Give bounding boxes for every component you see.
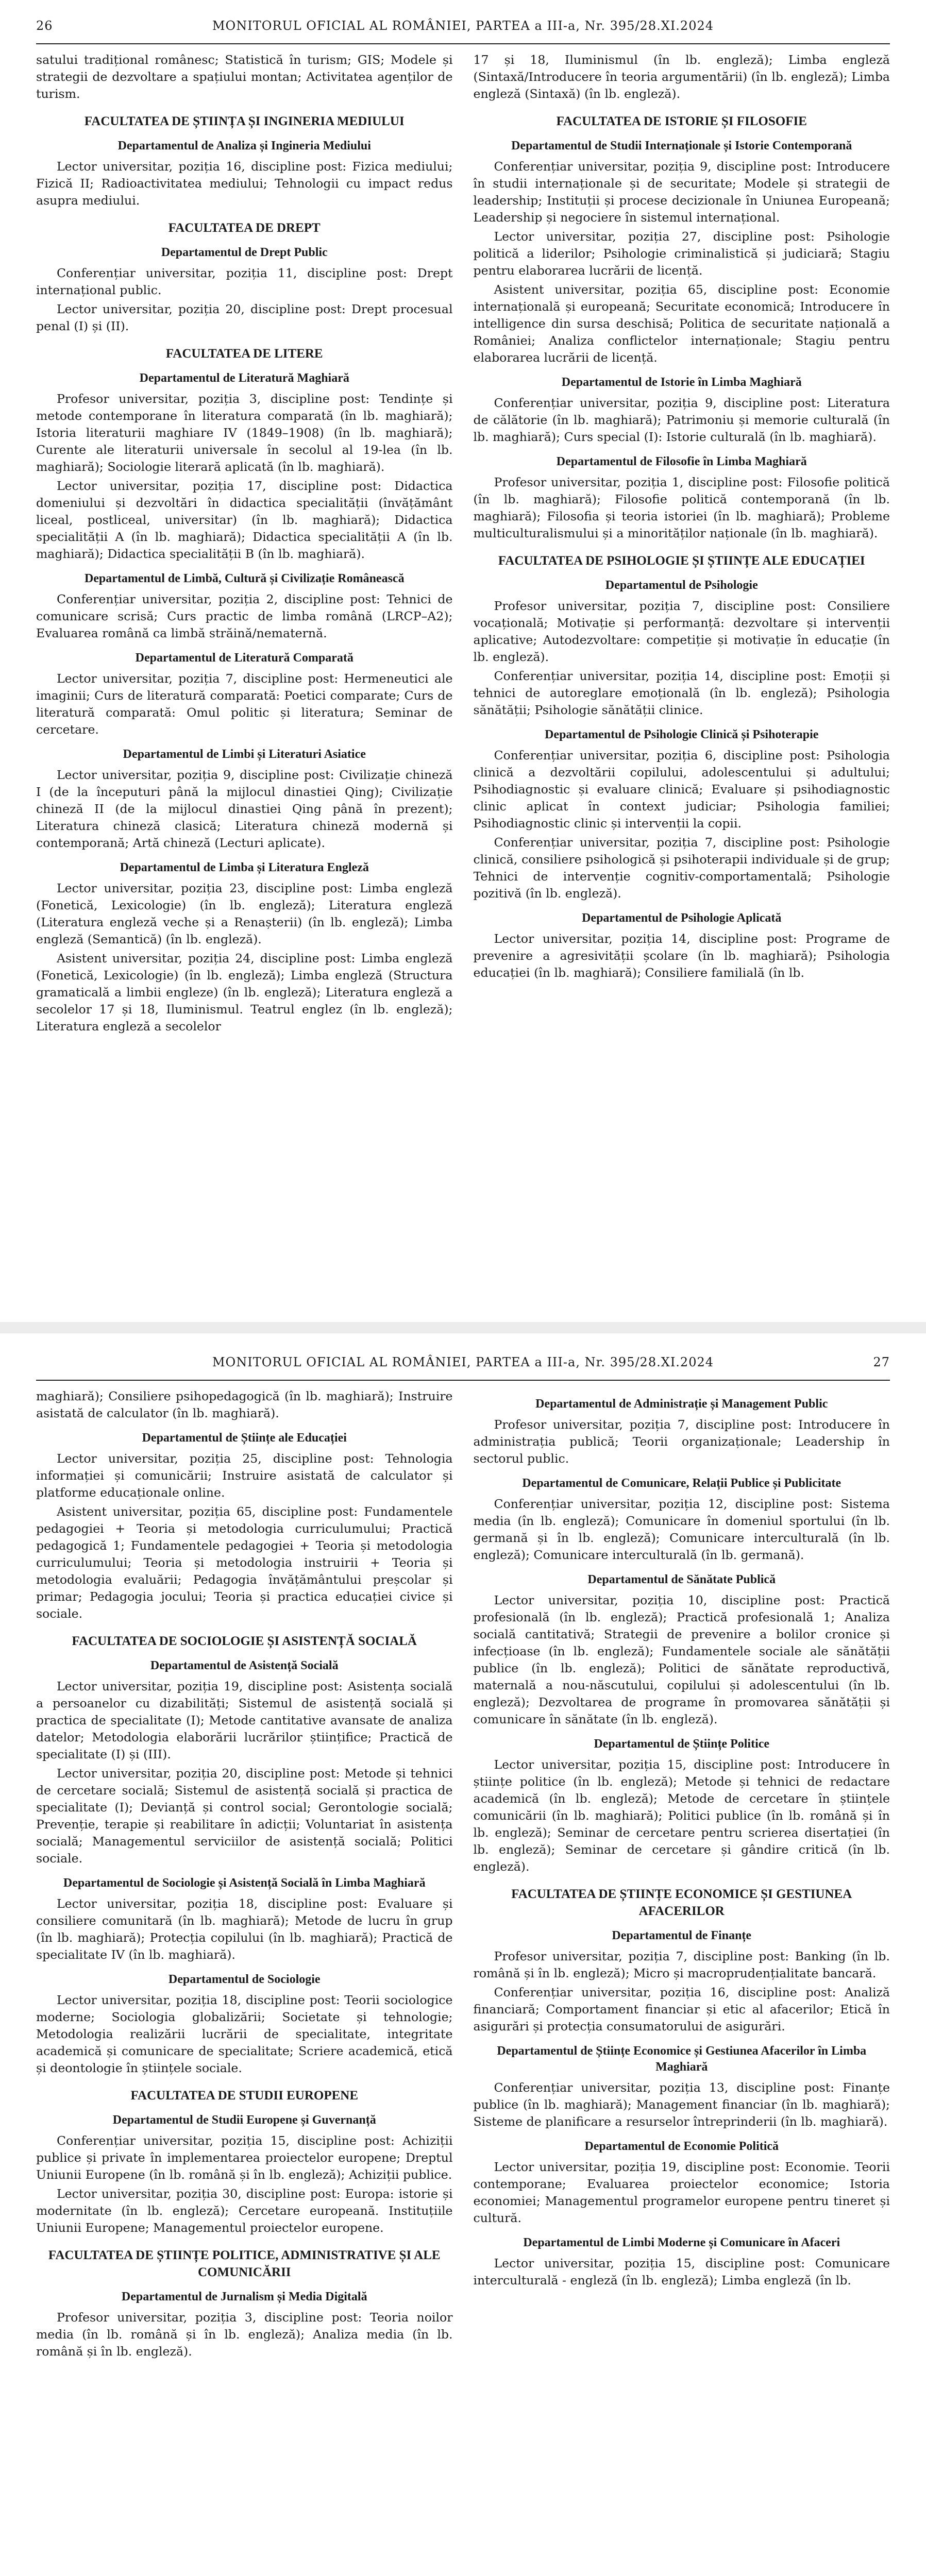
faculty-heading: FACULTATEA DE STUDII EUROPENE bbox=[130, 2089, 359, 2103]
paragraph: Conferențiar universitar, poziția 2, discipline post: Tehnici de comunicare scrisă; Curs practic de limba română (LRCP–A2); Evaluarea română ca limbă străină/nematernă. bbox=[36, 592, 453, 640]
paragraph: Lector universitar, poziția 15, discipline post: Introducere în științe politice (în lb. engleză); Metode și tehnici de redactare academică (în lb. engleză); Metode de cercetare în științele comunicării (în lb. maghiară); Politici publice (în lb. română și în lb. engleză); Seminar de cercetare pentru scrierea disertației (în lb. engleză); Seminar de cercetare și gândire critică (în lb. engleză). bbox=[473, 1757, 890, 1874]
paragraph: Profesor universitar, poziția 7, discipline post: Consiliere vocațională; Motivație și performanță: dezvoltare și intervenții aplicative; Autodezvoltare: competiție și motivație în educație (în lb. engleză). bbox=[473, 599, 890, 664]
paragraph: Asistent universitar, poziția 24, discipline post: Limba engleză (Fonetică, Lexicologie) (în lb. engleză); Limba engleză (Structura gramaticală a limbii engleze) (în lb. engleză); Literatura engleză a secolelor 17 și 18, Iluminismul. Teatrul englez (în lb. engleză); Literatura engleză a secolelor bbox=[36, 951, 453, 1033]
paragraph: Conferențiar universitar, poziția 16, discipline post: Analiză financiară; Comportament financiar și etic al afacerilor; Etică în asigurări și protecția consumatorului de asigurări. bbox=[473, 1985, 890, 2033]
department-heading: Departamentul de Științe ale Educației bbox=[142, 1431, 347, 1445]
column-right bbox=[474, 1388, 890, 2576]
paragraph: Lector universitar, poziția 7, discipline post: Hermeneutici ale imaginii; Curs de literatură comparată: Poetici comparate; Curs de literatură comparată: Omul politic și literatura; Seminar de cercetare. bbox=[36, 671, 453, 737]
paragraph: Profesor universitar, poziția 3, discipline post: Teoria noilor media (în lb. română și în lb. engleză); Analiza media (în lb. română și în lb. engleză). bbox=[36, 2310, 453, 2359]
paragraph: Lector universitar, poziția 19, discipline post: Asistența socială a persoanelor cu dizabilități; Sistemul de asistență socială și practica de specialitate (I); Metode cantitative avansate de analiza datelor; Metodologia elaborării lucrărilor științifice; Practică de specialitate (I) și (III). bbox=[36, 1679, 453, 1761]
page-number: 26 bbox=[36, 19, 53, 33]
paragraph: 17 și 18, Iluminismul (în lb. engleză); Limba engleză (Sintaxă/Introducere în teoria argumentării) (în lb. engleză); Limba engleză (Sintaxă) (în lb. engleză). bbox=[473, 53, 890, 101]
department-heading: Departamentul de Limbi Moderne și Comunicare în Afaceri bbox=[523, 2236, 840, 2249]
faculty-heading: FACULTATEA DE PSIHOLOGIE ȘI ȘTIINȚE ALE EDUCAȚIEI bbox=[498, 554, 865, 568]
paragraph: Asistent universitar, poziția 65, discipline post: Fundamentele pedagogiei + Teoria și metodologia curriculumului; Practică pedagogică 1; Fundamentele pedagogiei + Teoria și metodologia curriculumului; Teoria și metodologia instruirii + Teoria și metodologia evaluării; Pedagogia învățământului preșcolar și primar; Pedagogia jocului; Teoria și practica educației civice și sociale. bbox=[36, 1504, 453, 1621]
department-heading: Departamentul de Comunicare, Relații Publice și Publicitate bbox=[522, 1477, 841, 1490]
page-2 bbox=[0, 1336, 926, 2576]
column-left bbox=[36, 1388, 453, 2576]
page-number: 27 bbox=[873, 1355, 890, 1369]
department-heading: Departamentul de Limba și Literatura Engleză bbox=[120, 861, 369, 874]
header-title: MONITORUL OFICIAL AL ROMÂNIEI, PARTEA a III-a, Nr. 395/28.XI.2024 bbox=[212, 19, 714, 33]
department-heading: Departamentul de Sănătate Publică bbox=[587, 1573, 776, 1586]
faculty-heading: FACULTATEA DE LITERE bbox=[165, 347, 323, 361]
paragraph: maghiară); Consiliere psihopedagogică (în lb. maghiară); Instruire asistată de calculator (în lb. maghiară). bbox=[36, 1389, 453, 1420]
page-header bbox=[36, 1355, 890, 1378]
page-body bbox=[36, 1388, 890, 2576]
paragraph: Profesor universitar, poziția 7, discipline post: Banking (în lb. română și în lb. engleză); Micro și macroprudențialitate bancară. bbox=[473, 1949, 890, 1980]
faculty-heading: FACULTATEA DE ISTORIE ȘI FILOSOFIE bbox=[556, 114, 807, 128]
faculty-heading: FACULTATEA DE ȘTIINȚA ȘI INGINERIA MEDIULUI bbox=[84, 114, 405, 128]
paragraph: Lector universitar, poziția 16, discipline post: Fizica mediului; Fizică II; Radioactivitatea mediului; Tehnologii cu impact redus asupra mediului. bbox=[36, 159, 453, 208]
department-heading: Departamentul de Finanțe bbox=[612, 1929, 752, 1942]
header-title: MONITORUL OFICIAL AL ROMÂNIEI, PARTEA a III-a, Nr. 395/28.XI.2024 bbox=[212, 1355, 714, 1369]
paragraph: Conferențiar universitar, poziția 12, discipline post: Sistema media (în lb. engleză); Comunicare în domeniul sportului (în lb. germană și în lb. engleză); Comunicare interculturală (în lb. engleză); Comunicare interculturală (în lb. germană). bbox=[473, 1497, 890, 1562]
paragraph: Asistent universitar, poziția 65, discipline post: Economie internațională și europeană; Securitate economică; Introducere în intelligence din sursa deschisă; Politica de securitate națională a României; Analiza conflictelor internaționale; Stagiu pentru elaborarea lucrării de licență. bbox=[473, 282, 890, 365]
department-heading: Departamentul de Jurnalism și Media Digitală bbox=[121, 2290, 367, 2303]
department-heading: Departamentul de Limbi și Literaturi Asiatice bbox=[123, 748, 366, 761]
paragraph: Conferențiar universitar, poziția 11, discipline post: Drept internațional public. bbox=[36, 266, 453, 297]
paragraph: Lector universitar, poziția 20, discipline post: Drept procesual penal (I) și (II). bbox=[36, 302, 453, 333]
department-heading: Departamentul de Analiza și Ingineria Mediului bbox=[117, 139, 371, 152]
department-heading: Departamentul de Studii Europene și Guvernanță bbox=[112, 2113, 376, 2127]
paragraph: Lector universitar, poziția 10, discipline post: Practică profesională (în lb. engleză); Practică profesională 1; Analiza socială cantitativă; Strategii de prevenire a bolilor cronice și infecțioase (în lb. engleză); Fundamentele sociale ale sănătății publice (în lb. engleză); Politici de sănătate reproductivă, maternală a nou-născutului, copilului și adolescentului (în lb. engleză); Dezvoltarea de programe în promovarea sănătății și comunicare în sănătate (în lb. engleză). bbox=[473, 1593, 890, 1726]
department-heading: Departamentul de Limbă, Cultură și Civilizație Românească bbox=[84, 572, 405, 585]
department-heading: Departamentul de Administrație și Management Public bbox=[535, 1397, 828, 1411]
paragraph: Lector universitar, poziția 14, discipline post: Programe de prevenire a agresivității școlare (în lb. maghiară); Psihologia educației (în lb. maghiară); Consiliere familială (în lb. bbox=[473, 931, 890, 980]
department-heading: Departamentul de Științe Economice și Gestiunea Afacerilor în Limba Maghiară bbox=[497, 2044, 867, 2074]
page-header bbox=[36, 19, 890, 41]
department-heading: Departamentul de Psihologie Aplicată bbox=[582, 911, 782, 925]
header-rule bbox=[36, 1380, 890, 1381]
page-body bbox=[36, 52, 890, 1298]
paragraph: Lector universitar, poziția 18, discipline post: Teorii sociologice moderne; Sociologia globalizării; Societate și tehnologie; Metodologia realizării lucrării de specialitate, integritate academică și comunicare de specialitate; Scriere academică, etică și deontologie în științele sociale. bbox=[36, 1993, 453, 2075]
paragraph: Lector universitar, poziția 23, discipline post: Limba engleză (Fonetică, Lexicologie) (în lb. engleză); Literatura engleză (Literatura engleză veche și a Renașterii) (în lb. engleză); Limba engleză (Semantică) (în lb. engleză). bbox=[36, 881, 453, 946]
paragraph: Lector universitar, poziția 19, discipline post: Economie. Teorii contemporane; Evaluarea proiectelor economice; Istoria economiei; Managementul programelor europene pentru tineret și cultură. bbox=[473, 2160, 890, 2225]
paragraph: Lector universitar, poziția 25, discipline post: Tehnologia informației și comunicării; Instruire asistată de calculator și platforme educaționale online. bbox=[36, 1451, 453, 1500]
faculty-heading: FACULTATEA DE DREPT bbox=[168, 221, 321, 235]
paragraph: Lector universitar, poziția 18, discipline post: Evaluare și consiliere comunitară (în lb. maghiară); Metode de lucru în grup (în lb. maghiară); Protecția copilului (în lb. maghiară); Practică de specialitate IV (în lb. maghiară). bbox=[36, 1896, 453, 1962]
column-left bbox=[36, 52, 453, 1298]
paragraph: Conferențiar universitar, poziția 14, discipline post: Emoții și tehnici de autoreglare emoțională (în lb. engleză); Psihologia sănătății; Psihologie sănătății clinice. bbox=[473, 669, 890, 717]
paragraph: Lector universitar, poziția 17, discipline post: Didactica domeniului și dezvoltări în didactica specialității (învățământ liceal, postliceal, universitar) (în lb. maghiară); Didactica specialității A (în lb. maghiară); Didactica specialității A (în lb. maghiară); Didactica specialității B (în lb. maghiară). bbox=[36, 479, 453, 561]
paragraph: Conferențiar universitar, poziția 9, discipline post: Introducere în studii internaționale și de securitate; Modele și strategii de leadership; Instituții și procese decizionale în Uniunea Europeană; Leadership și negociere în sistemul internațional. bbox=[473, 159, 890, 225]
faculty-heading: FACULTATEA DE ȘTIINȚE ECONOMICE ȘI GESTIUNEA AFACERILOR bbox=[511, 1887, 852, 1918]
paragraph: Profesor universitar, poziția 3, discipline post: Tendințe și metode contemporane în literatura comparată (în lb. maghiară); Istoria literaturii maghiare IV (1849–1908) (în lb. maghiară); Curente ale literaturii universale în secolul al 19-lea (în lb. maghiară); Sociologie literară aplicată (în lb. maghiară). bbox=[36, 392, 453, 474]
department-heading: Departamentul de Psihologie bbox=[605, 579, 758, 592]
department-heading: Departamentul de Literatură Maghiară bbox=[139, 371, 349, 385]
column-right bbox=[474, 52, 890, 1298]
paragraph: Conferențiar universitar, poziția 7, discipline post: Psihologie clinică, consiliere psihologică și psihoterapii individuale și de grup; Tehnici de intervenție cognitiv-comportamentală; Psihologie pozitivă (în lb. engleză). bbox=[473, 835, 890, 901]
paragraph: Conferențiar universitar, poziția 13, discipline post: Finanțe publice (în lb. maghiară); Management financiar (în lb. maghiară); Sisteme de planificare a resurselor întreprinderii (în lb. maghiară). bbox=[473, 2080, 890, 2129]
paragraph: Lector universitar, poziția 15, discipline post: Comunicare interculturală - engleză (în lb. engleză); Limba engleză (în lb. bbox=[473, 2256, 890, 2287]
department-heading: Departamentul de Științe Politice bbox=[594, 1737, 770, 1751]
paragraph: Profesor universitar, poziția 7, discipline post: Introducere în administrația publică; Teorii organizaționale; Leadership în sectorul public. bbox=[473, 1417, 890, 1466]
faculty-heading: FACULTATEA DE ȘTIINȚE POLITICE, ADMINISTRATIVE ȘI ALE COMUNICĂRII bbox=[48, 2248, 441, 2279]
paragraph: Conferențiar universitar, poziția 9, discipline post: Literatura de călătorie (în lb. maghiară); Patrimoniu și memorie culturală (în lb. maghiară); Curs special (I): Istorie culturală (în lb. maghiară). bbox=[473, 396, 890, 444]
department-heading: Departamentul de Economie Politică bbox=[584, 2140, 779, 2153]
department-heading: Departamentul de Istorie în Limba Maghiară bbox=[561, 376, 802, 389]
department-heading: Departamentul de Psihologie Clinică și Psihoterapie bbox=[545, 728, 819, 741]
paragraph: Lector universitar, poziția 20, discipline post: Metode și tehnici de cercetare socială; Sistemul de asistență socială și practica de specialitate (I); Devianță și control social; Gerontologie socială; Prevenție, terapie și reabilitare în adicții; Voluntariat în asistența socială; Managementul serviciilor de asistență socială; Politici sociale. bbox=[36, 1766, 453, 1866]
paragraph: Lector universitar, poziția 30, discipline post: Europa: istorie și modernitate (în lb. engleză); Cercetare europeană. Instituțiile Uniunii Europene; Managementul proiectelor europene. bbox=[36, 2187, 453, 2235]
department-heading: Departamentul de Asistență Socială bbox=[150, 1659, 339, 1672]
paragraph: Profesor universitar, poziția 1, discipline post: Filosofie politică (în lb. maghiară); Filosofie politică contemporană (în lb. maghiară); Filosofia și teoria istoriei (în lb. maghiară); Probleme multiculturalismului și a minorităților naționale (în lb. maghiară). bbox=[473, 475, 890, 540]
paragraph: Lector universitar, poziția 9, discipline post: Civilizație chineză I (de la începuturi până la mijlocul dinastiei Qing); Civilizație chineză II (de la mijlocul dinastiei Qing până în prezent); Literatura chineză clasică; Literatura chineză modernă și contemporană; Artă chineză (Lecturi aplicate). bbox=[36, 768, 453, 850]
department-heading: Departamentul de Drept Public bbox=[161, 246, 328, 259]
paragraph: satului tradițional românesc; Statistică în turism; GIS; Modele și strategii de dezvoltare a spațiului montan; Activitatea agenților de turism. bbox=[36, 53, 453, 101]
department-heading: Departamentul de Studii Internaționale și Istorie Contemporană bbox=[511, 139, 852, 152]
department-heading: Departamentul de Filosofie în Limba Maghiară bbox=[556, 455, 807, 468]
faculty-heading: FACULTATEA DE SOCIOLOGIE ȘI ASISTENȚĂ SOCIALĂ bbox=[72, 1634, 417, 1648]
paragraph: Conferențiar universitar, poziția 15, discipline post: Achiziții publice și private în implementarea proiectelor europene; Dreptul Uniunii Europene (în lb. română și în lb. engleză); Achiziții publice. bbox=[36, 2133, 453, 2182]
header-rule bbox=[36, 43, 890, 44]
paragraph: Lector universitar, poziția 27, discipline post: Psihologie politică a liderilor; Psihologie criminalistică și judiciară; Stagiu pentru elaborarea lucrării de licență. bbox=[473, 229, 890, 278]
page-separator bbox=[0, 1322, 926, 1333]
department-heading: Departamentul de Sociologie bbox=[168, 1973, 321, 1986]
department-heading: Departamentul de Sociologie și Asistență Socială în Limba Maghiară bbox=[63, 1876, 426, 1890]
paragraph: Conferențiar universitar, poziția 6, discipline post: Psihologia clinică a dezvoltării copilului, adolescentului și adultului; Psihodiagnostic și evaluare clinică; Evaluare și psihodiagnostic clinic aplicat în context judiciar; Psihologia familiei; Psihodiagnostic clinic și intervenții la copii. bbox=[473, 748, 890, 831]
department-heading: Departamentul de Literatură Comparată bbox=[135, 651, 353, 665]
